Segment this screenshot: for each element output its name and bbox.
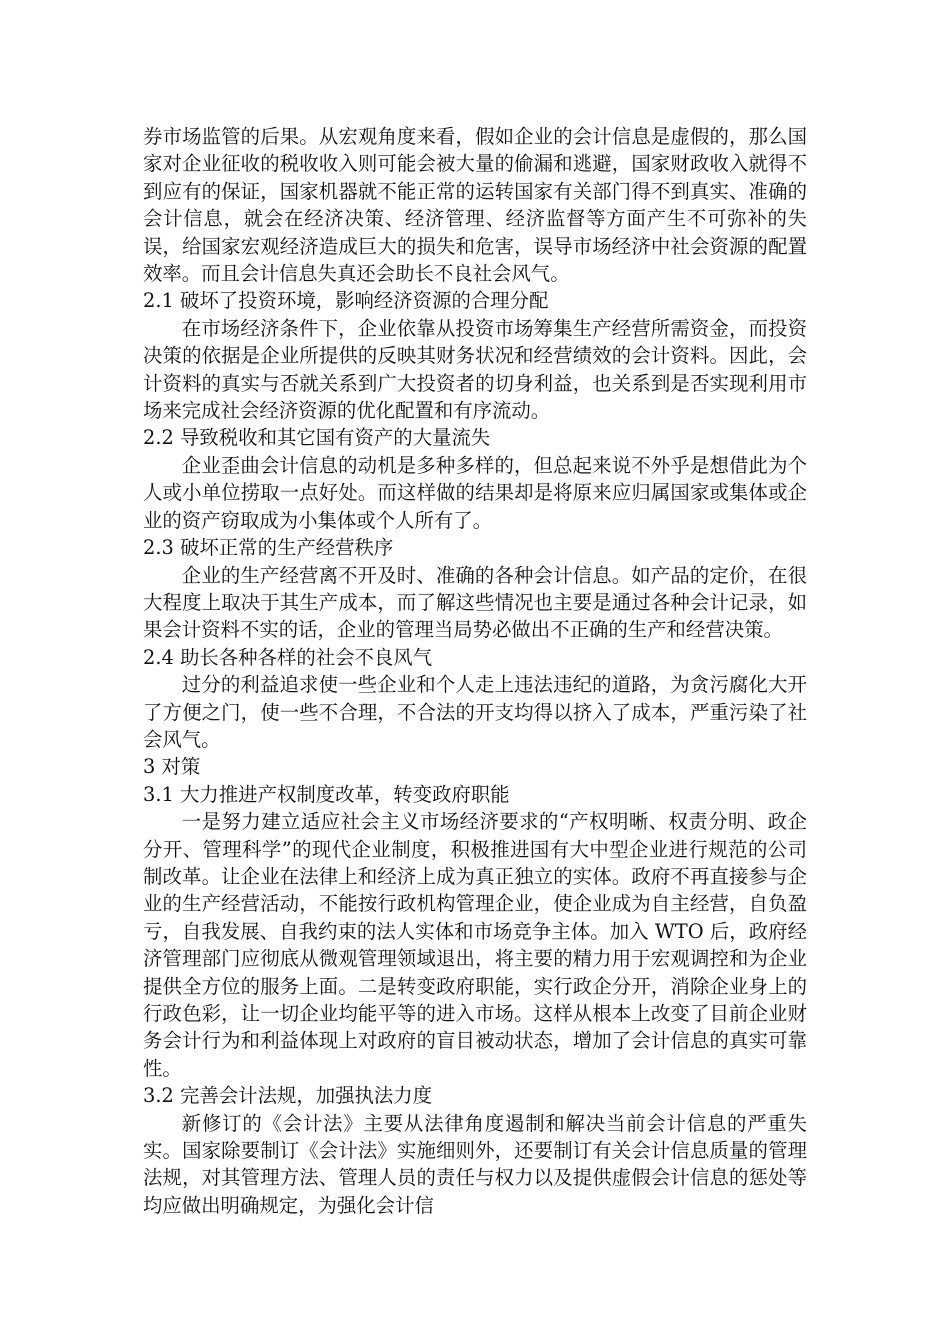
section-heading-2-3: 2.3 破坏正常的生产经营秩序 [143,536,394,560]
body-paragraph: 企业歪曲会计信息的动机是多种多样的，但总起来说不外乎是想借此为个人或小单位捞取一点好处。而这样做的结果却是将原来应归属国家或集体或企业的资产窃取成为小集体或个人所有了。 [143,453,807,532]
body-paragraph: 在市场经济条件下，企业依靠从投资市场筹集生产经营所需资金，而投资决策的依据是企业所提供的反映其财务状况和经营绩效的会计资料。因此，会计资料的真实与否就关系到广大投资者的切身利益，也关系到是否实现利用市场来完成社会经济资源的优化配置和有序流动。 [143,316,807,423]
section-heading-3-2: 3.2 完善会计法规，加强执法力度 [143,1084,433,1108]
body-paragraph: 新修订的《会计法》主要从法律角度遏制和解决当前会计信息的严重失实。国家除要制订《会计法》实施细则外，还要制订有关会计信息质量的管理法规，对其管理方法、管理人员的责任与权力以及提供虚假会计信息的惩处等均应做出明确规定，为强化会计信 [143,1111,807,1217]
intro-paragraph: 券市场监管的后果。从宏观角度来看，假如企业的会计信息是虚假的，那么国家对企业征收的税收收入则可能会被大量的偷漏和逃避，国家财政收入就得不到应有的保证，国家机器就不能正常的运转国家有关部门得不到真实、准确的会计信息，就会在经济决策、经济管理、经济监督等方面产生不可弥补的失误，给国家宏观经济造成巨大的损失和危害，误导市场经济中社会资源的配置效率。而且会计信息失真还会助长不良社会风气。 [143,125,807,286]
body-paragraph: 企业的生产经营离不开及时、准确的各种会计信息。如产品的定价，在很大程度上取决于其生产成本，而了解这些情况也主要是通过各种会计记录，如果会计资料不实的话，企业的管理当局势必做出不正确的生产和经营决策。 [143,563,807,642]
section-heading-2-2: 2.2 导致税收和其它国有资产的大量流失 [143,426,491,450]
section-heading-3-1: 3.1 大力推进产权制度改革，转变政府职能 [143,782,510,806]
document-page [143,123,807,1219]
section-heading-2-4: 2.4 助长各种各样的社会不良风气 [143,645,433,669]
section-heading-2-1: 2.1 破坏了投资环境，影响经济资源的合理分配 [143,289,549,313]
body-paragraph: 过分的利益追求使一些企业和个人走上违法违纪的道路，为贪污腐化大开了方便之门，使一些不合理，不合法的开支均得以挤入了成本，严重污染了社会风气。 [143,673,807,751]
body-paragraph: 一是努力建立适应社会主义市场经济要求的“产权明晰、权责分明、政企分开、管理科学”的现代企业制度，积极推进国有大中型企业进行规范的公司制改革。让企业在法律上和经济上成为真正独立的实体。政府不再直接参与企业的生产经营活动，不能按行政机构管理企业，使企业成为自主经营，自负盈亏，自我发展、自我约束的法人实体和市场竞争主体。加入 WTO 后，政府经济管理部门应彻底从微观管理领域退出，将主要的精力用于宏观调控和为企业提供全方位的服务上面。二是转变政府职能，实行政企分开，消除企业身上的行政色彩，让一切企业均能平等的进入市场。这样从根本上改变了目前企业财务会计行为和利益体现上对政府的盲目被动状态，增加了会计信息的真实可靠性。 [143,810,807,1080]
section-heading-3: 3 对策 [143,755,201,779]
